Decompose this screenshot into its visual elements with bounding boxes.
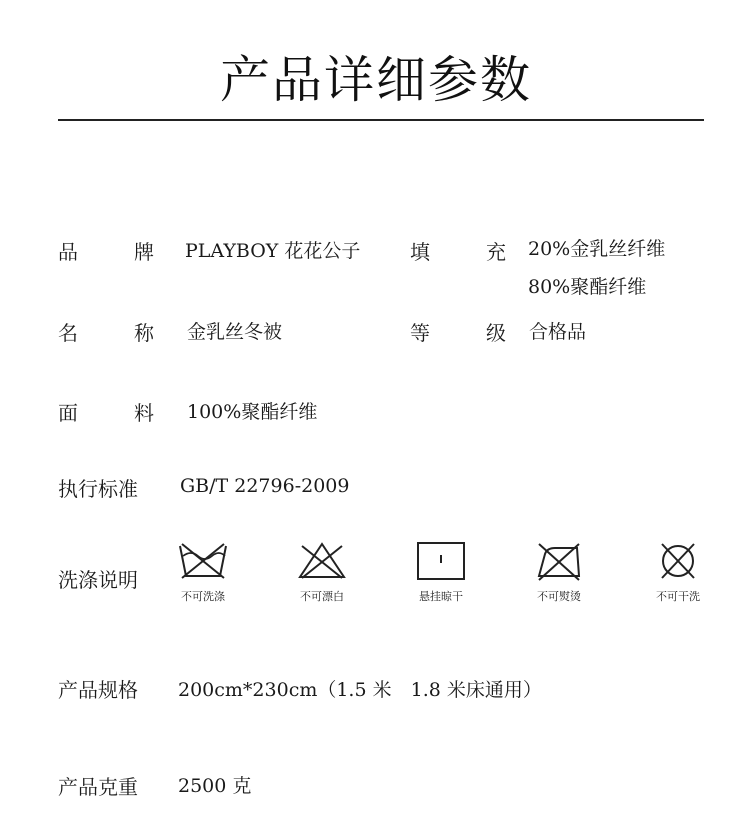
care-symbol-no-dry-clean [633, 540, 723, 604]
grade-label-a: 等 [410, 321, 430, 345]
no-dry-clean-icon [652, 540, 704, 582]
no-wash-icon [177, 540, 229, 582]
title-divider [58, 119, 704, 121]
washing-label: 洗涤说明 [58, 568, 138, 592]
no-bleach-icon [296, 540, 348, 582]
no-iron-caption: 不可熨烫 [537, 590, 581, 603]
filling-label-b: 充 [486, 240, 506, 264]
grade-value: 合格品 [529, 321, 587, 343]
name-label-a: 名 [58, 321, 78, 345]
brand-label-a: 品 [58, 240, 78, 264]
weight-label: 产品克重 [58, 775, 138, 799]
filling-value-2: 80%聚酯纤维 [528, 276, 647, 298]
fabric-label-a: 面 [58, 401, 78, 425]
filling-label-a: 填 [410, 240, 430, 264]
brand-value: PLAYBOY 花花公子 [185, 240, 361, 262]
no-bleach-caption: 不可漂白 [300, 590, 344, 603]
name-label-b: 称 [134, 321, 154, 345]
name-value: 金乳丝冬被 [187, 321, 283, 343]
brand-label-b: 牌 [134, 240, 154, 264]
care-symbol-hang-dry [396, 540, 486, 604]
hang-dry-caption: 悬挂晾干 [419, 590, 463, 603]
weight-value: 2500 克 [178, 775, 252, 797]
grade-label-b: 级 [486, 321, 506, 345]
no-dry-clean-caption: 不可干洗 [656, 590, 700, 603]
care-symbol-no-wash [158, 540, 248, 604]
standard-label: 执行标准 [58, 477, 138, 501]
spec-label: 产品规格 [58, 678, 138, 702]
spec-value: 200cm*230cm（1.5 米 1.8 米床通用） [178, 679, 542, 701]
standard-value: GB/T 22796-2009 [180, 475, 350, 497]
no-iron-icon [533, 540, 585, 582]
fabric-value: 100%聚酯纤维 [187, 401, 318, 423]
care-symbol-no-iron [514, 540, 604, 604]
page-title: 产品详细参数 [220, 51, 532, 109]
filling-value-1: 20%金乳丝纤维 [528, 238, 666, 260]
no-wash-caption: 不可洗涤 [181, 590, 225, 603]
care-symbol-no-bleach [277, 540, 367, 604]
hang-dry-icon [415, 540, 467, 582]
fabric-label-b: 料 [134, 401, 154, 425]
